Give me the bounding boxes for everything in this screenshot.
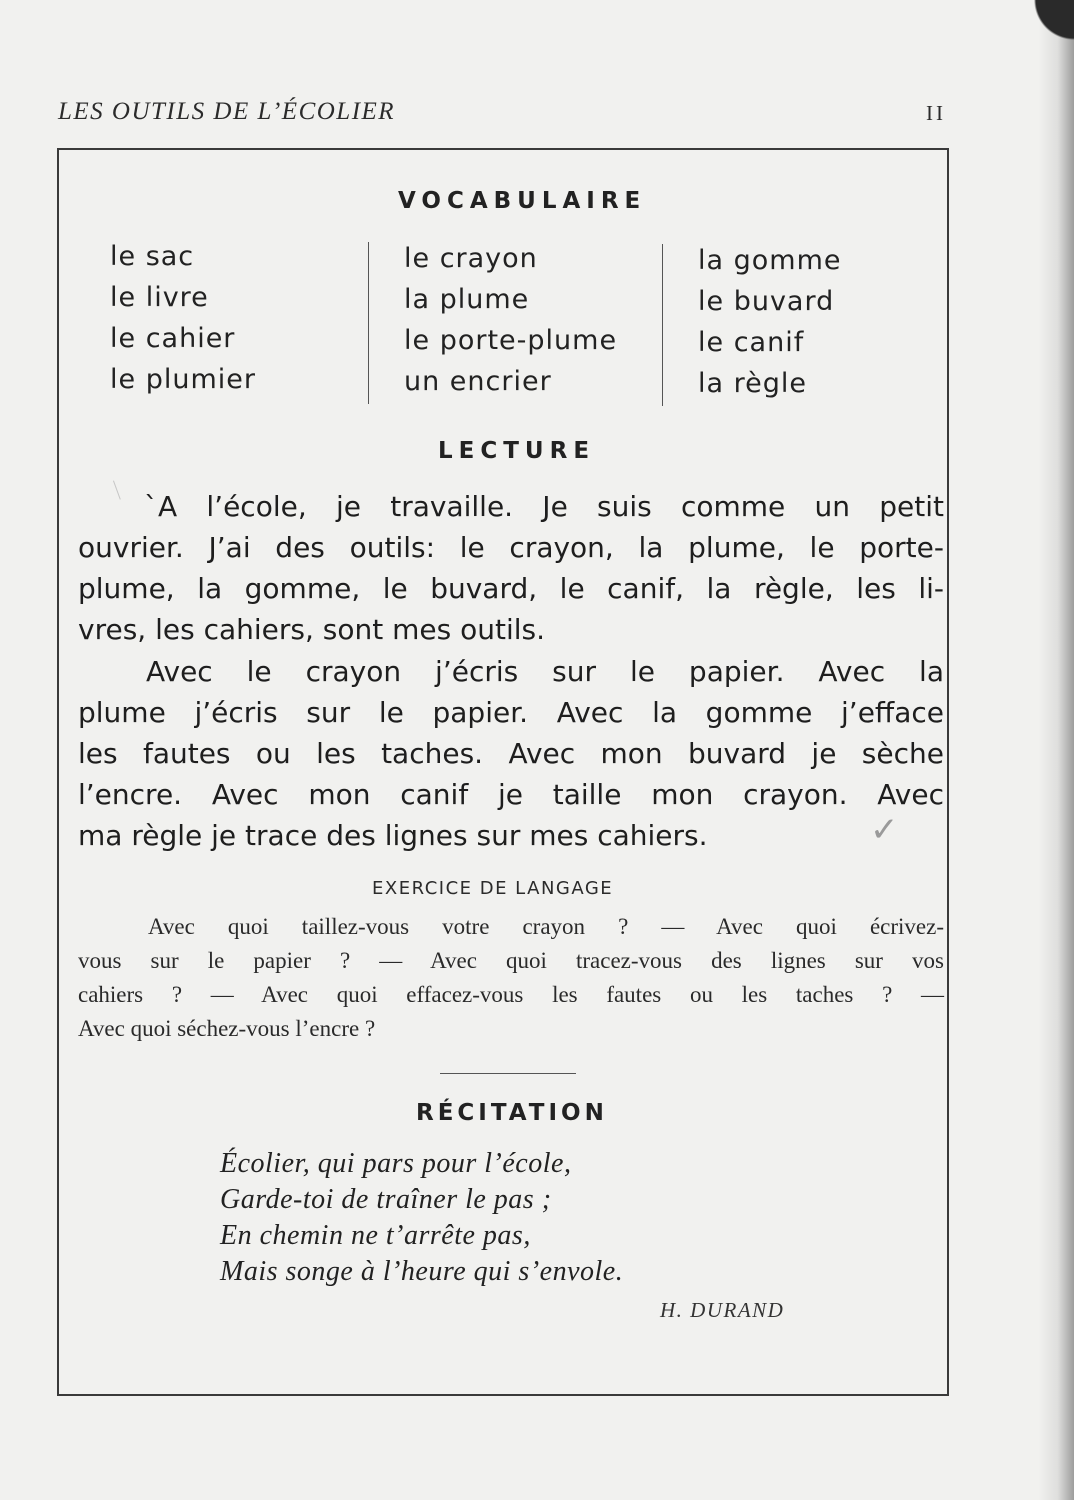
vocab-word: le sac: [110, 241, 195, 272]
text-line: ma règle je trace des lignes sur mes cahiers.: [78, 819, 708, 852]
poem-line: Mais songe à l’heure qui s’envole.: [220, 1256, 624, 1287]
vocab-word: le plumier: [110, 364, 256, 395]
recitation-heading: RÉCITATION: [416, 1100, 608, 1126]
lecture-paragraph-1: [78, 486, 944, 650]
page-edge-shadow: [1038, 0, 1074, 1500]
vocab-word: la plume: [404, 284, 530, 315]
poem-line: Écolier, qui pars pour l’école,: [220, 1148, 572, 1179]
running-title: LES OUTILS DE L’ÉCOLIER: [58, 98, 396, 125]
vocab-column-2: [404, 238, 617, 402]
recitation-poem: [220, 1146, 623, 1290]
text-line: plume j’écris sur le papier. Avec la gomme j’efface: [78, 696, 944, 729]
checkmark-icon: ✓: [870, 810, 899, 850]
vocab-word: le livre: [110, 282, 209, 313]
text-line: l’encre. Avec mon canif je taille mon crayon. Avec: [78, 778, 944, 811]
vocab-column-1: [110, 236, 256, 400]
text-line: vres, les cahiers, sont mes outils.: [78, 613, 546, 646]
text-line: vous sur le papier ? — Avec quoi tracez-vous des lignes sur vos: [78, 948, 944, 973]
page-corner: [1014, 0, 1074, 60]
vocab-word: la gomme: [698, 245, 842, 276]
vocab-word: le cahier: [110, 323, 236, 354]
text-line: Avec quoi taillez-vous votre crayon ? — Avec quoi écrivez-: [148, 914, 944, 939]
text-line: Avec quoi séchez-vous l’encre ?: [78, 1016, 376, 1041]
vocab-word: la règle: [698, 368, 807, 399]
text-line: ouvrier. J’ai des outils: le crayon, la plume, le porte-: [78, 531, 944, 564]
vocab-word: le porte-plume: [404, 325, 618, 356]
vocab-word: un encrier: [404, 366, 552, 397]
lecture-paragraph-2: [78, 651, 944, 856]
vocab-column-3: [698, 240, 842, 404]
vocab-word: le buvard: [698, 286, 835, 317]
exercice-heading: EXERCICE DE LANGAGE: [372, 878, 614, 899]
vocab-word: le crayon: [404, 243, 538, 274]
vocabulaire-heading: VOCABULAIRE: [398, 188, 647, 214]
text-line: `A l’école, je travaille. Je suis comme un petit: [144, 490, 944, 523]
poem-author: H. DURAND: [660, 1298, 785, 1322]
text-line: les fautes ou les taches. Avec mon buvard je sèche: [78, 737, 944, 770]
text-line: cahiers ? — Avec quoi effacez-vous les fautes ou les taches ? —: [78, 982, 944, 1007]
page-number: II: [926, 101, 946, 125]
exercice-questions: [78, 910, 944, 1046]
column-divider: [662, 244, 663, 406]
poem-line: Garde-toi de traîner le pas ;: [220, 1184, 552, 1215]
section-divider: [440, 1073, 576, 1074]
lecture-heading: LECTURE: [438, 438, 596, 464]
vocab-word: le canif: [698, 327, 805, 358]
poem-line: En chemin ne t’arrête pas,: [220, 1220, 531, 1251]
text-line: Avec le crayon j’écris sur le papier. Avec la: [146, 655, 944, 688]
column-divider: [368, 242, 369, 404]
text-line: plume, la gomme, le buvard, le canif, la règle, les li-: [78, 572, 944, 605]
